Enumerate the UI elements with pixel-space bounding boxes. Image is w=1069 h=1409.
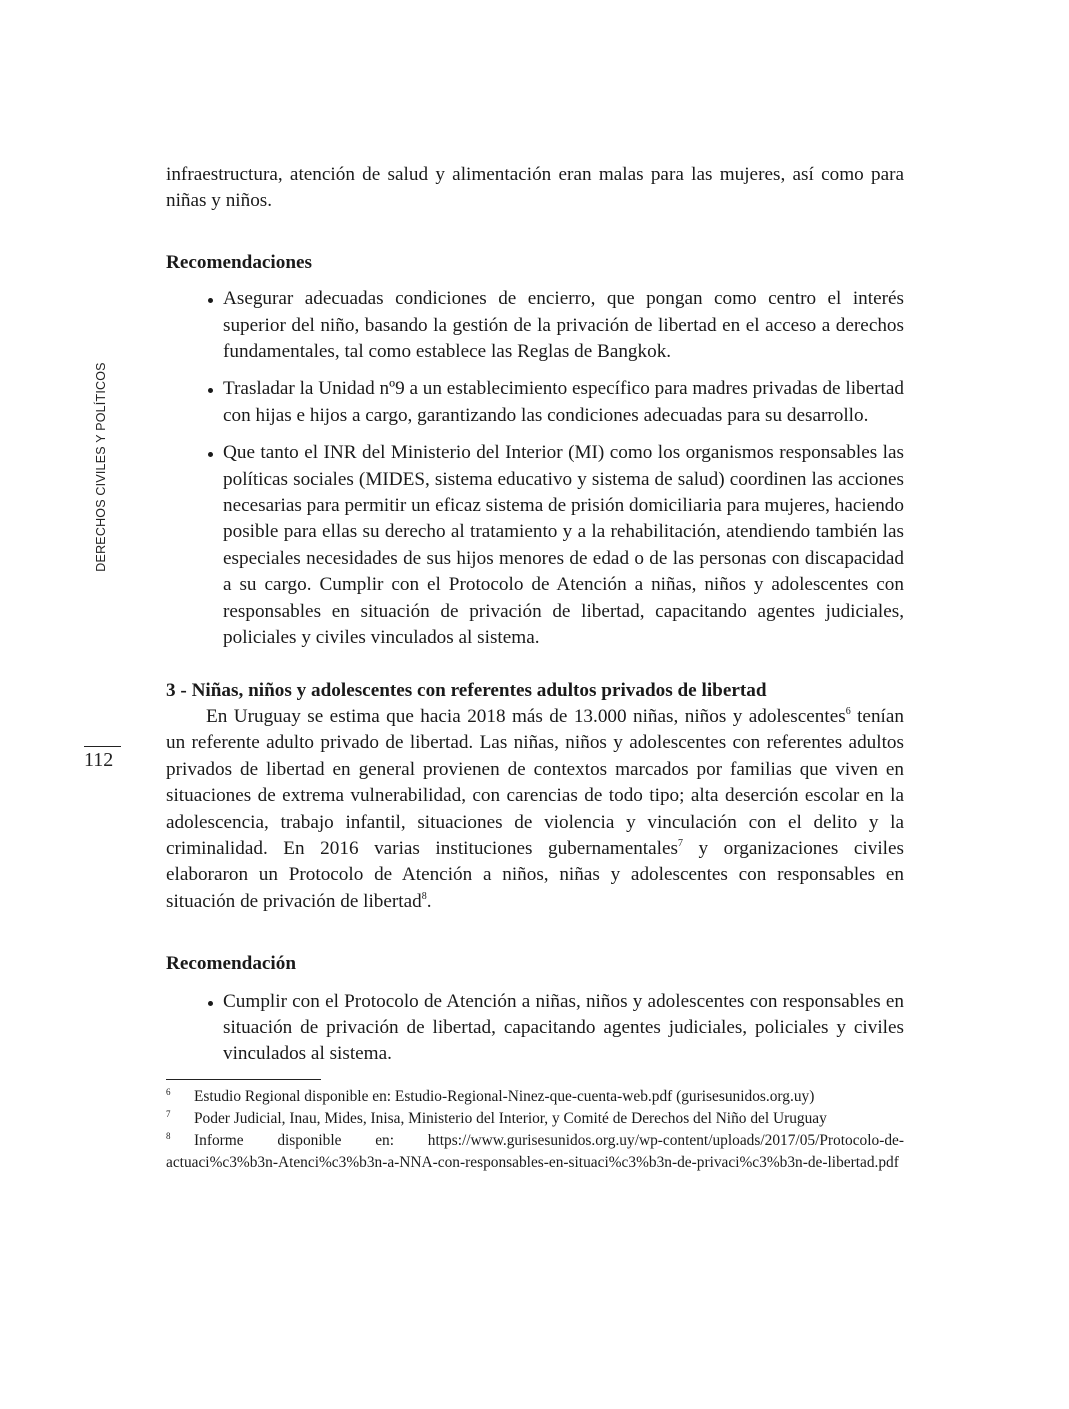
running-section-title: DERECHOS CIVILES Y POLÍTICOS <box>94 362 108 572</box>
paragraph-text: y organizaciones civiles elaboraron un Protocolo de Atención a niños, niñas y adolescentes con responsables en situación de privación de libertad <box>166 837 904 912</box>
footnote-text: Estudio Regional disponible en: Estudio-Regional-Ninez-que-cuenta-web.pdf (gurisesunidos.org.uy) <box>194 1087 815 1105</box>
page-body <box>166 162 904 1174</box>
paragraph-text: tenían un referente adulto privado de libertad. Las niñas, niños y adolescentes con referentes adultos privados de libertad en general provienen de contextos marcados por familias que viven en situaciones de extrema vulnerabilidad, con carencias de todo tipo; alta deserción escolar en la adolescencia, trabajo infantil, situaciones de violencia y vinculación con el delito y la criminalidad. En 2016 varias instituciones gubernamentales <box>166 705 904 859</box>
recommendations-heading: Recomendaciones <box>166 251 313 273</box>
page-number-rule <box>84 746 121 747</box>
intro-paragraph: infraestructura, atención de salud y alimentación eran malas para las mujeres, así como para niñas y niños. <box>166 164 904 212</box>
footnote-ref-6: 6 <box>845 705 851 717</box>
page-number: 112 <box>84 749 114 771</box>
footnote-ref-7: 7 <box>677 837 683 849</box>
footnote-separator <box>166 1079 321 1080</box>
footnote-text: Informe disponible en: https://www.gurisesunidos.org.uy/wp-content/uploads/2017/05/Protocolo-de-actuaci%c3%b3n-Atenci%c3%b3n-a-NNA-con-responsables-en-situaci%c3%b3n-de-privaci%c3%b3n-de-libertad.pdf <box>166 1131 904 1171</box>
recommendation-heading: Recomendación <box>166 953 297 975</box>
section-paragraph <box>166 704 904 915</box>
recommendations-list <box>166 286 904 651</box>
footnote: 8 Informe disponible en: https://www.gurisesunidos.org.uy/wp-content/uploads/2017/05/Protocolo-de-actuaci%c3%b3n-Atenci%c3%b3n-a-NNA-con-responsables-en-situaci%c3%b3n-de-privaci%c3%b3n-de-libertad.pdf <box>166 1130 904 1171</box>
recommendation-item: Asegurar adecuadas condiciones de encierro, que pongan como centro el interés superior del niño, basando la gestión de la privación de libertad en el acceso a derechos fundamentales, tal como establece las Reglas de Bangkok. <box>223 286 904 365</box>
recommendation-item: Cumplir con el Protocolo de Atención a niñas, niños y adolescentes con responsables en situación de privación de libertad, capacitando agentes judiciales, policiales y civiles vinculados al sistema. <box>223 989 904 1068</box>
footnote: 6 Estudio Regional disponible en: Estudio-Regional-Ninez-que-cuenta-web.pdf (gurisesunidos.org.uy) <box>166 1086 815 1105</box>
recommendation-list <box>166 989 904 1068</box>
footnote-text: Poder Judicial, Inau, Mides, Inisa, Ministerio del Interior, y Comité de Derechos del Niño del Uruguay <box>194 1109 827 1127</box>
recommendation-item: Que tanto el INR del Ministerio del Interior (MI) como los organismos responsables las políticas sociales (MIDES, sistema educativo y sistema de salud) coordinen las acciones necesarias para permitir un eficaz sistema de prisión domiciliaria para mujeres, haciendo posible para ellas su derecho al tratamiento y a la rehabilitación, atendiendo también las especiales necesidades de sus hijos menores de edad o de las personas con discapacidad a su cargo. Cumplir con el Protocolo de Atención a niñas, niños y adolescentes con responsables en situación de privación de libertad, capacitando agentes judiciales, policiales y civiles vinculados al sistema. <box>223 440 904 651</box>
paragraph-text: . <box>426 890 432 912</box>
footnote-ref-8: 8 <box>421 890 427 902</box>
footnote: 7 Poder Judicial, Inau, Mides, Inisa, Ministerio del Interior, y Comité de Derechos del Niño del Uruguay <box>166 1108 827 1127</box>
paragraph-text: En Uruguay se estima que hacia 2018 más de 13.000 niñas, niños y adolescentes <box>206 705 846 727</box>
recommendation-item: Trasladar la Unidad nº9 a un establecimiento específico para madres privadas de libertad con hijas e hijos a cargo, garantizando las condiciones adecuadas para su desarrollo. <box>223 376 904 429</box>
section-heading: 3 - Niñas, niños y adolescentes con referentes adultos privados de libertad <box>166 679 767 701</box>
